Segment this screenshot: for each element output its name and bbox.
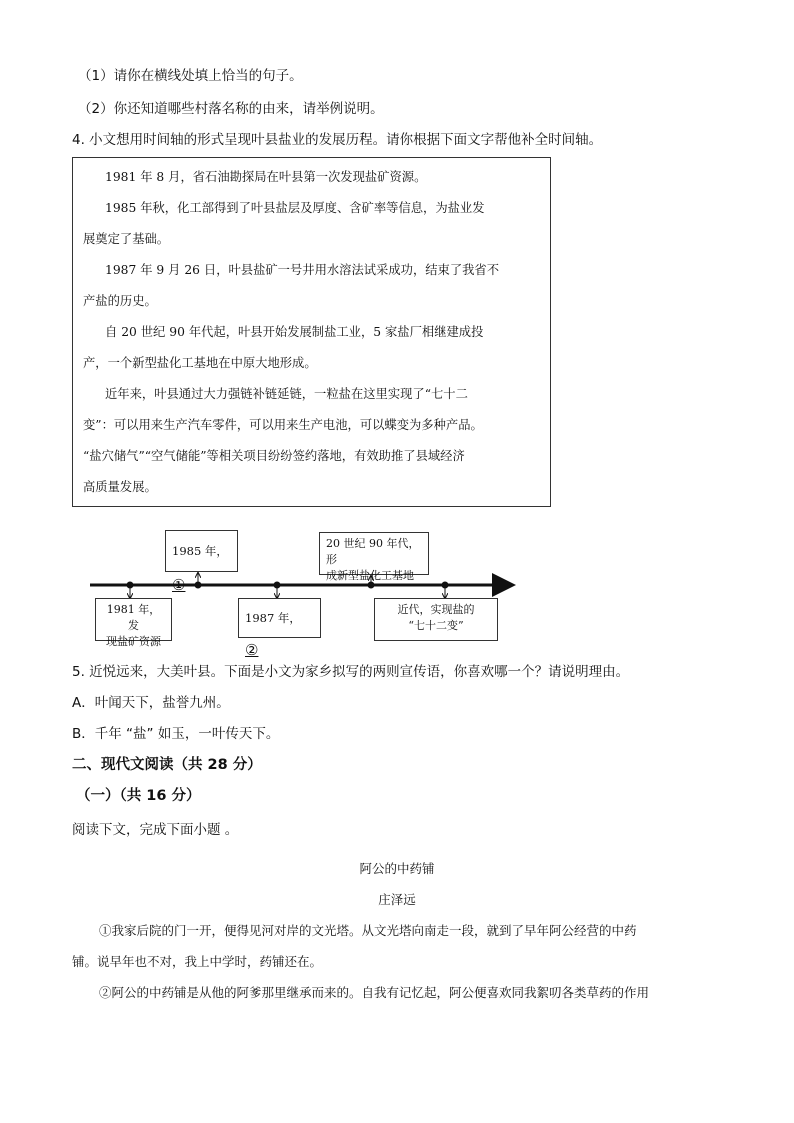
q5-prompt: 5. 近悦远来，大美叶县。下面是小文为家乡拟写的两则宣传语，你喜欢哪一个？请说明理由。 <box>72 664 630 680</box>
material-p1: 1981 年 8 月，省石油勘探局在叶县第一次发现盐矿资源。 <box>105 170 427 184</box>
material-p2-line1: 1985 年秋，化工部得到了叶县盐层及厚度、含矿率等信息，为盐业发 <box>105 201 485 215</box>
timeline-box-1987 <box>238 598 321 659</box>
timeline-1981-line1: 1981 年，发 <box>106 603 161 632</box>
material-p5-line4: 高质量发展。 <box>83 480 157 494</box>
blank-2-marker: ② <box>245 641 259 659</box>
timeline-1981-line2: 现盐矿资源 <box>106 635 161 648</box>
material-p5-line3: “盐穴储气”“空气储能”等相关项目纷纷签约落地，有效助推了县域经济 <box>83 449 465 463</box>
material-p2-line2: 展奠定了基础。 <box>83 232 170 246</box>
article-title: 阿公的中药铺 <box>359 861 435 876</box>
timeline-1987-text: 1987 年， <box>245 611 301 625</box>
timeline-90s-line1: 20 世纪 90 年代，形 <box>326 537 420 566</box>
timeline-recent-line2: “七十二变” <box>408 619 464 632</box>
article-author: 庄泽远 <box>378 892 416 907</box>
material-p5-line2: 变”：可以用来生产汽车零件，可以用来生产电池，可以蝶变为多种产品。 <box>83 418 483 432</box>
material-p4-line2: 产，一个新型盐化工基地在中原大地形成。 <box>83 356 317 370</box>
blank-1-marker: ① <box>172 576 186 594</box>
article-para1-line2: 铺。说早年也不对，我上中学时，药铺还在。 <box>72 954 323 969</box>
timeline-box-1985 <box>165 530 238 594</box>
q5-option-a: A．叶闻天下，盐誉九州。 <box>72 695 230 711</box>
timeline-recent-line1: 近代，实现盐的 <box>397 603 475 616</box>
timeline-90s-line2: 成新型盐化工基地 <box>326 569 414 582</box>
material-p5-line1: 近年来，叶县通过大力强链补链延链，一粒盐在这里实现了“七十二 <box>105 387 468 401</box>
timeline-box-90s <box>319 532 429 582</box>
q3-sub2: （2）你还知道哪些村落名称的由来，请举例说明。 <box>78 101 384 117</box>
q4-prompt: 4. 小文想用时间轴的形式呈现叶县盐业的发展历程。请你根据下面文字帮他补全时间轴。 <box>72 132 603 148</box>
q3-sub1: （1）请你在横线处填上恰当的句子。 <box>78 68 303 84</box>
material-p3-line1: 1987 年 9 月 26 日，叶县盐矿一号井用水溶法试采成功，结束了我省不 <box>105 263 500 277</box>
material-p4-line1: 自 20 世纪 90 年代起，叶县开始发展制盐工业，5 家盐厂相继建成投 <box>105 325 484 339</box>
timeline-1985-text: 1985 年， <box>172 544 228 558</box>
article-para1-line1: ①我家后院的门一开，便得见河对岸的文光塔。从文光塔向南走一段，就到了早年阿公经营的中药 <box>99 923 637 938</box>
timeline-box-recent <box>374 598 498 641</box>
sub-section-heading: （一）（共 16 分） <box>76 788 201 804</box>
reading-instruction: 阅读下文，完成下面小题 。 <box>72 822 239 838</box>
section-heading: 二、现代文阅读（共 28 分） <box>72 757 262 773</box>
material-p3-line2: 产盐的历史。 <box>83 294 157 308</box>
timeline-box-1981 <box>95 598 172 648</box>
article-para2-line1: ②阿公的中药铺是从他的阿爹那里继承而来的。自我有记忆起，阿公便喜欢同我絮叨各类草药的作用 <box>99 985 650 1000</box>
q5-option-b: B．千年 “盐” 如玉，一叶传天下。 <box>72 726 280 742</box>
